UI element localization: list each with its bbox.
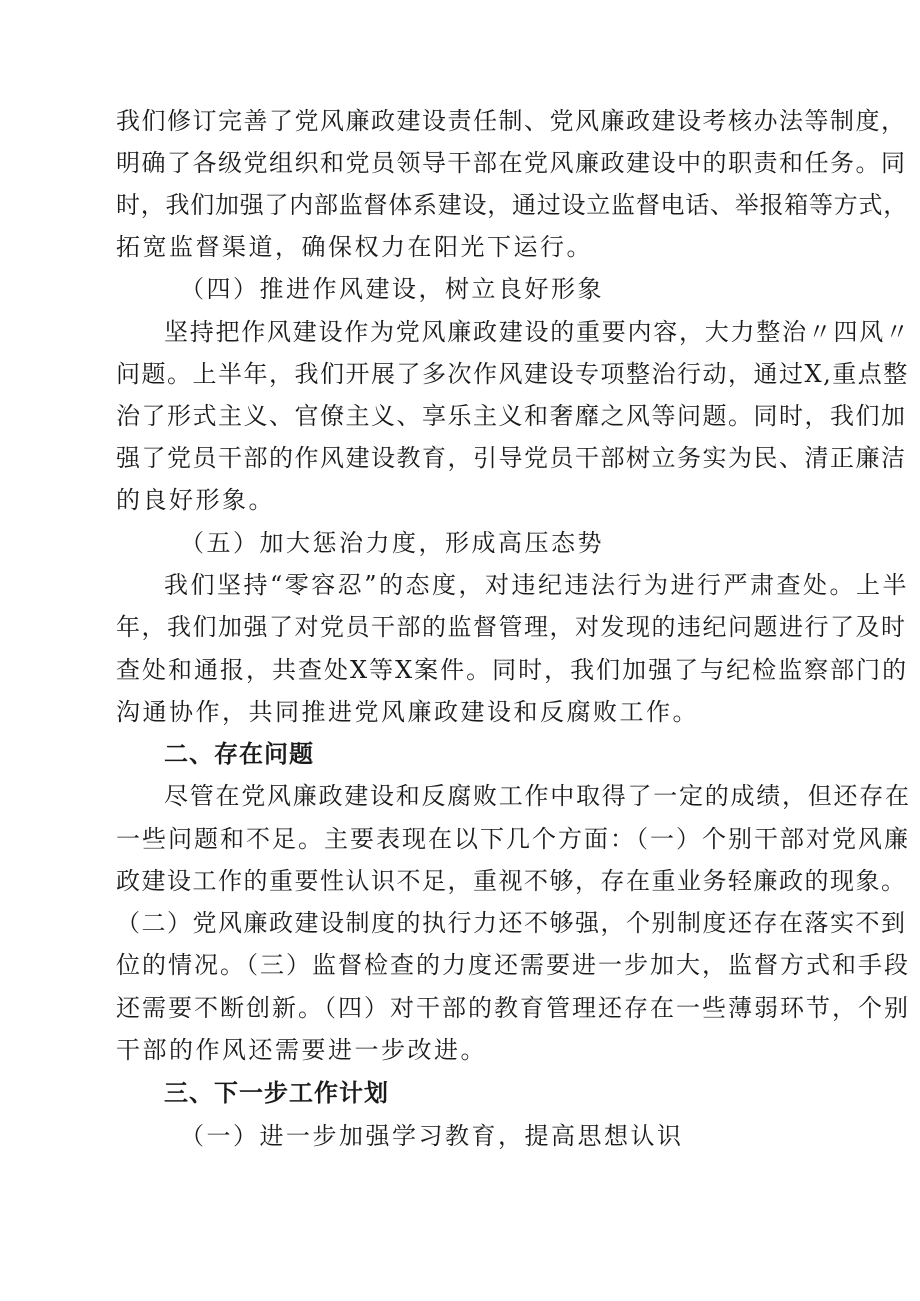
text-line: 我们修订完善了党风廉政建设责任制、党风廉政建设考核办法等制度，	[116, 107, 907, 135]
text-line: 问题。上半年，我们开展了多次作风建设专项整治行动，通过X,重点整	[116, 360, 909, 388]
text-line: 沟通协作，共同推进党风廉政建设和反腐败工作。	[116, 698, 699, 726]
section-heading: （四）推进作风建设，树立良好形象	[180, 275, 604, 303]
text-line: 时，我们加强了内部监督体系建设，通过设立监督电话、举报箱等方式，	[116, 191, 908, 219]
chapter-heading: 二、存在问题	[164, 740, 314, 768]
text-line: 拓宽监督渠道，确保权力在阳光下运行。	[116, 233, 593, 261]
text-line: 位的情况。（三）监督检查的力度还需要进一步加大，监督方式和手段	[116, 951, 910, 979]
text-line: 政建设工作的重要性认识不足，重视不够，存在重业务轻廉政的现象。	[116, 867, 907, 895]
text-line: 明确了各级党组织和党员领导干部在党风廉政建设中的职责和任务。同	[116, 149, 907, 177]
text-line: 强了党员干部的作风建设教育，引导党员干部树立务实为民、清正廉洁	[116, 444, 907, 472]
text-line: 的良好形象。	[116, 486, 275, 514]
section-heading: （一）进一步加强学习教育，提高思想认识	[180, 1122, 684, 1150]
text-line: 年，我们加强了对党员干部的监督管理，对发现的违纪问题进行了及时	[116, 613, 907, 641]
text-line: 尽管在党风廉政建设和反腐败工作中取得了一定的成绩，但还存在	[164, 782, 911, 810]
text-line: 坚持把作风建设作为党风廉政建设的重要内容，大力整治〃四风〃	[164, 318, 911, 346]
text-line: 治了形式主义、官僚主义、享乐主义和奢靡之风等问题。同时，我们加	[116, 402, 907, 430]
text-line: 还需要不断创新。（四）对干部的教育管理还存在一些薄弱环节，个别	[116, 994, 910, 1022]
text-line: 我们坚持“零容忍”的态度，对违纪违法行为进行严肃查处。上半	[164, 571, 910, 599]
text-line: 查处和通报，共查处X等X案件。同时，我们加强了与纪检监察部门的	[116, 656, 909, 684]
chapter-heading: 三、下一步工作计划	[164, 1079, 389, 1107]
text-line: 一些问题和不足。主要表现在以下几个方面：（一）个别干部对党风廉	[116, 825, 910, 853]
text-line: 干部的作风还需要进一步改进。	[116, 1036, 487, 1064]
section-heading: （五）加大惩治力度，形成高压态势	[180, 529, 604, 557]
text-line: （二）党风廉政建设制度的执行力还不够强，个别制度还存在落实不到	[116, 909, 907, 937]
